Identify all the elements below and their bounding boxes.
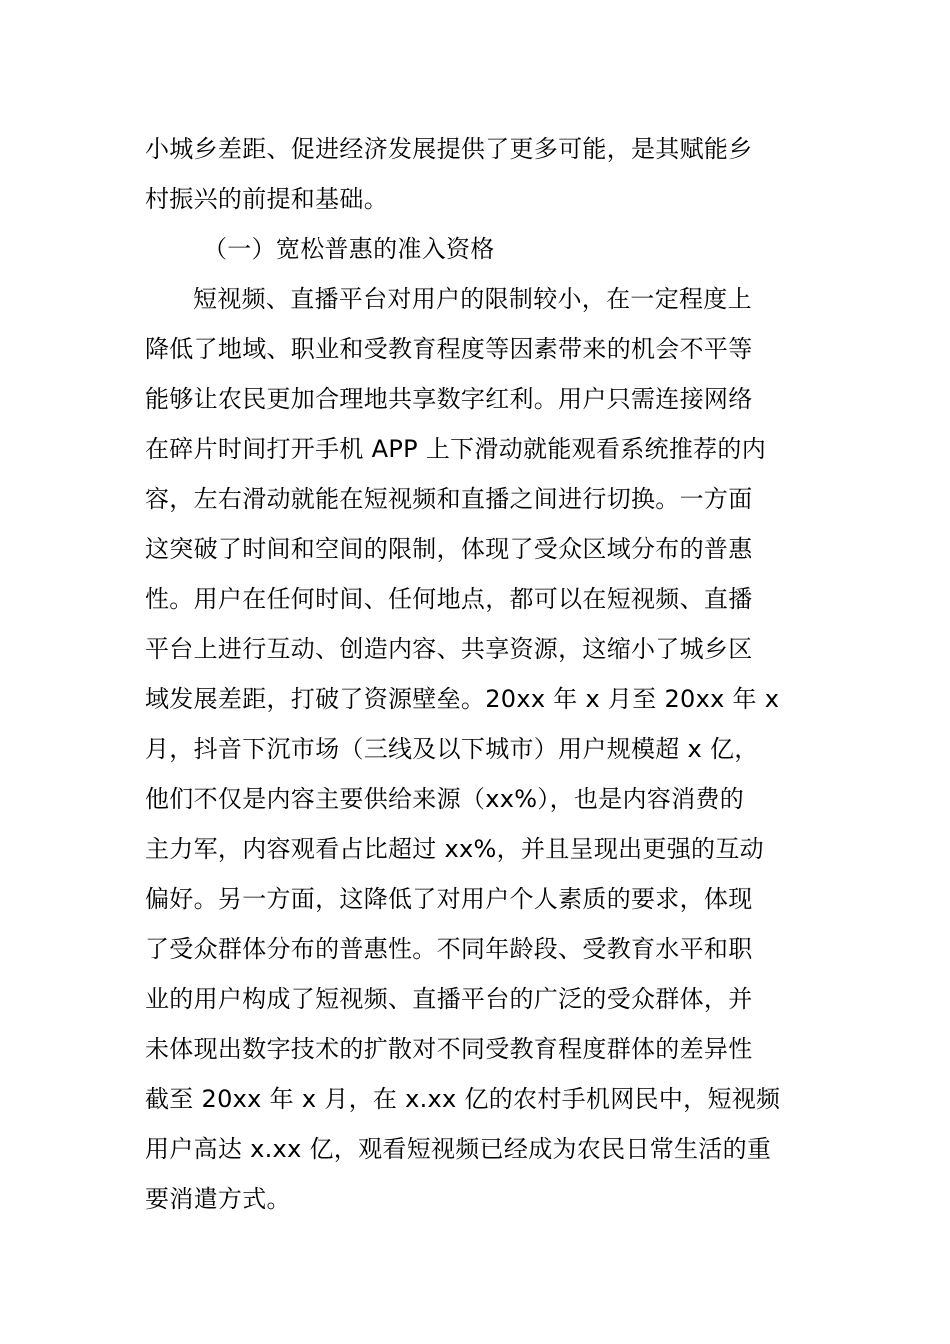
text-line: 小城乡差距、促进经济发展提供了更多可能，是其赋能乡 <box>145 135 753 163</box>
section-heading: （一）宽松普惠的准入资格 <box>203 235 495 263</box>
text-line: 容，左右滑动就能在短视频和直播之间进行切换。一方面 <box>145 485 753 513</box>
text-line: 用户高达 x.xx 亿，观看短视频已经成为农民日常生活的重 <box>145 1135 772 1163</box>
text-line: 偏好。另一方面，这降低了对用户个人素质的要求，体现 <box>145 885 753 913</box>
text-line: 了受众群体分布的普惠性。不同年龄段、受教育水平和职 <box>145 935 753 963</box>
paragraph-first-line: 短视频、直播平台对用户的限制较小，在一定程度上 <box>193 285 752 313</box>
text-line: 业的用户构成了短视频、直播平台的广泛的受众群体，并 <box>145 985 753 1013</box>
text-line: 截至 20xx 年 x 月，在 x.xx 亿的农村手机网民中，短视频 <box>145 1085 781 1113</box>
text-line: 主力军，内容观看占比超过 xx%，并且呈现出更强的互动 <box>145 835 764 863</box>
text-line: 这突破了时间和空间的限制，体现了受众区域分布的普惠 <box>145 535 753 563</box>
text-line: 性。用户在任何时间、任何地点，都可以在短视频、直播 <box>145 585 753 613</box>
text-line: 月，抖音下沉市场（三线及以下城市）用户规模超 x 亿， <box>145 735 759 763</box>
text-line: 要消遣方式。 <box>145 1185 291 1213</box>
text-line: 域发展差距，打破了资源壁垒。20xx 年 x 月至 20xx 年 x <box>145 685 780 713</box>
text-line: 他们不仅是内容主要供给来源（xx%），也是内容消费的 <box>145 785 745 813</box>
text-line: 村振兴的前提和基础。 <box>145 185 388 213</box>
body-text <box>145 124 815 1224</box>
text-line: 平台上进行互动、创造内容、共享资源，这缩小了城乡区 <box>145 635 753 663</box>
text-line: 在碎片时间打开手机 APP 上下滑动就能观看系统推荐的内 <box>145 435 767 463</box>
text-line: 降低了地域、职业和受教育程度等因素带来的机会不平等 <box>145 335 753 363</box>
text-line: 未体现出数字技术的扩散对不同受教育程度群体的差异性 <box>145 1035 753 1063</box>
text-line: 能够让农民更加合理地共享数字红利。用户只需连接网络 <box>145 385 753 413</box>
